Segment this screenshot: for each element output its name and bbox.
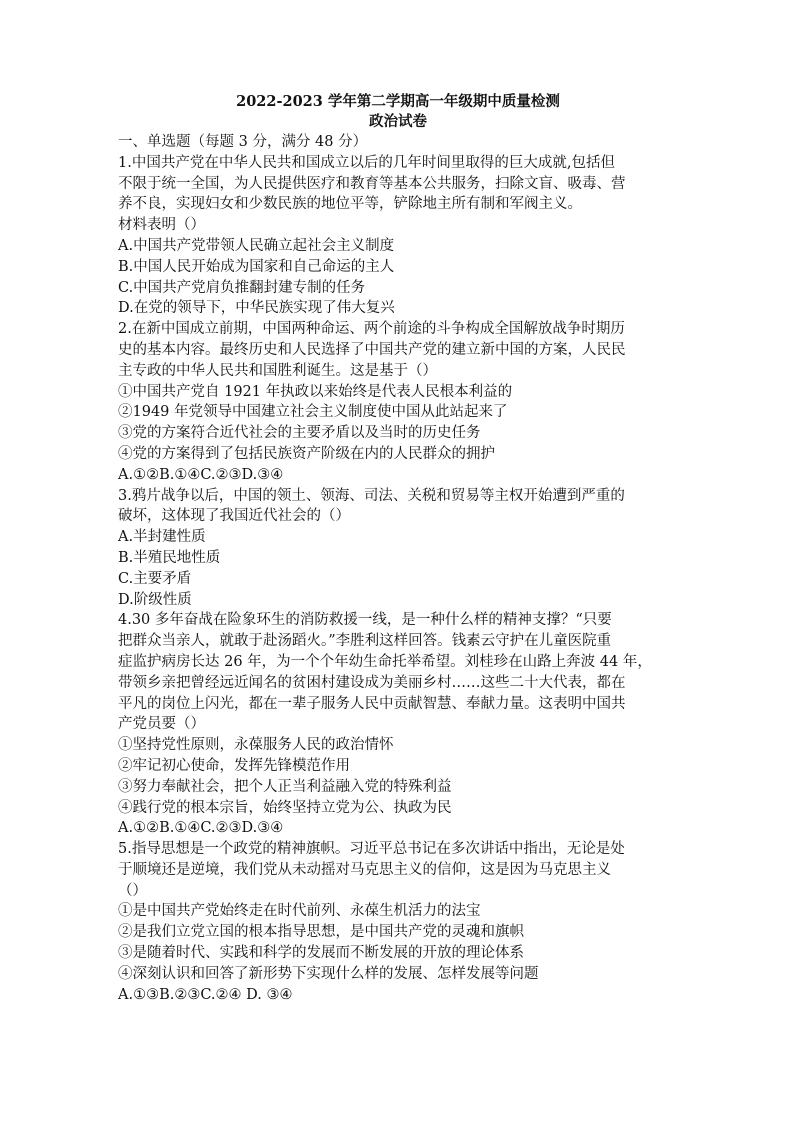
exam-subtitle: 政治试卷 [369, 113, 427, 130]
question-list [118, 153, 678, 1006]
question-5 [118, 839, 678, 1005]
question-stem-line: 平凡的岗位上闪光，都在一辈子服务人民中贡献智慧、奉献力量。这表明中国共 [118, 695, 626, 712]
question-option: D.在党的领导下，中华民族实现了伟大复兴 [118, 300, 395, 317]
question-4 [118, 610, 678, 839]
question-option: A.①③B.②③C.②④ D. ③④ [118, 986, 293, 1003]
question-option: B.中国人民开始成为国家和自己命运的主人 [118, 258, 395, 275]
question-stem-line: 1.中国共产党在中华人民共和国成立以后的几年时间里取得的巨大成就,包括但 [118, 154, 615, 171]
question-stem-line: （） [118, 882, 147, 899]
question-stem-line: 史的基本内容。最终历史和人民选择了中国共产党的建立新中国的方案，人民民 [118, 341, 626, 358]
question-option: ④践行党的根本宗旨，始终坚持立党为公、执政为民 [118, 799, 452, 816]
question-option: ④深刻认识和回答了新形势下实现什么样的发展、怎样发展等问题 [118, 965, 539, 982]
question-option: A.①②B.①④C.②③D.③④ [118, 466, 284, 483]
question-option: A.中国共产党带领人民确立起社会主义制度 [118, 237, 395, 254]
question-stem-line: 于顺境还是逆境，我们党从未动摇对马克思主义的信仰，这是因为马克思主义 [118, 861, 611, 878]
question-option: ②是我们立党立国的根本指导思想，是中国共产党的灵魂和旗帜 [118, 924, 524, 941]
question-option: ③是随着时代、实践和科学的发展而不断发展的开放的理论体系 [118, 945, 524, 962]
question-option: C.中国共产党肩负推翻封建专制的任务 [118, 279, 366, 296]
question-stem-line: 主专政的中华人民共和国胜利诞生。这是基于（） [118, 362, 437, 379]
question-option: ③党的方案符合近代社会的主要矛盾以及当时的历史任务 [118, 425, 481, 442]
question-option: B.半殖民地性质 [118, 549, 221, 566]
question-1 [118, 153, 678, 319]
question-stem-line: 养不良，实现妇女和少数民族的地位平等，铲除地主所有制和军阀主义。 [118, 196, 582, 213]
section-heading: 一、单选题（每题 3 分，满分 48 分） [118, 134, 368, 150]
question-option: ①是中国共产党始终走在时代前列、永葆生机活力的法宝 [118, 903, 481, 920]
question-option: ①中国共产党自 1921 年执政以来始终是代表人民根本利益的 [118, 383, 513, 400]
question-2 [118, 319, 678, 485]
question-stem-line: 破坏，这体现了我国近代社会的（） [118, 508, 350, 525]
question-option: ②1949 年党领导中国建立社会主义制度使中国从此站起来了 [118, 404, 508, 421]
question-stem-line: 不限于统一全国，为人民提供医疗和教育等基本公共服务，扫除文盲、吸毒、营 [118, 175, 626, 192]
question-option: C.主要矛盾 [118, 570, 192, 587]
question-stem-line: 产党员要（） [118, 716, 205, 733]
question-option: ③努力奉献社会，把个人正当利益融入党的特殊利益 [118, 778, 452, 795]
exam-page [118, 92, 678, 1005]
question-option: A.①②B.①④C.②③D.③④ [118, 820, 284, 837]
question-stem-line: 5.指导思想是一个政党的精神旗帜。习近平总书记在多次讲话中指出，无论是处 [118, 841, 625, 858]
exam-title: 2022-2023 学年第二学期高一年级期中质量检测 [236, 93, 560, 110]
question-stem-line: 把群众当亲人，就敢于赴汤蹈火。”李胜利这样回答。钱素云守护在儿童医院重 [118, 633, 612, 650]
question-stem-line: 材料表明（） [118, 217, 205, 234]
question-stem-line: 症监护病房长达 26 年，为一个个年幼生命托举希望。刘桂珍在山路上奔波 44 年， [118, 653, 652, 670]
question-stem-line: 4.30 多年奋战在险象环生的消防救援一线，是一种什么样的精神支撑？“只要 [118, 612, 612, 629]
question-option: ④党的方案得到了包括民族资产阶级在内的人民群众的拥护 [118, 445, 495, 462]
question-option: ①坚持党性原则，永葆服务人民的政治情怀 [118, 737, 394, 754]
question-option: D.阶级性质 [118, 591, 192, 608]
question-stem-line: 3.鸦片战争以后，中国的领土、领海、司法、关税和贸易等主权开始遭到严重的 [118, 487, 625, 504]
question-option: A.半封建性质 [118, 529, 206, 546]
question-3 [118, 486, 678, 611]
question-stem-line: 带领乡亲把曾经远近闻名的贫困村建设成为美丽乡村……这些二十大代表，都在 [118, 674, 626, 691]
question-stem-line: 2.在新中国成立前期，中国两种命运、两个前途的斗争构成全国解放战争时期历 [118, 321, 625, 338]
question-option: ②牢记初心使命，发挥先锋模范作用 [118, 757, 350, 774]
